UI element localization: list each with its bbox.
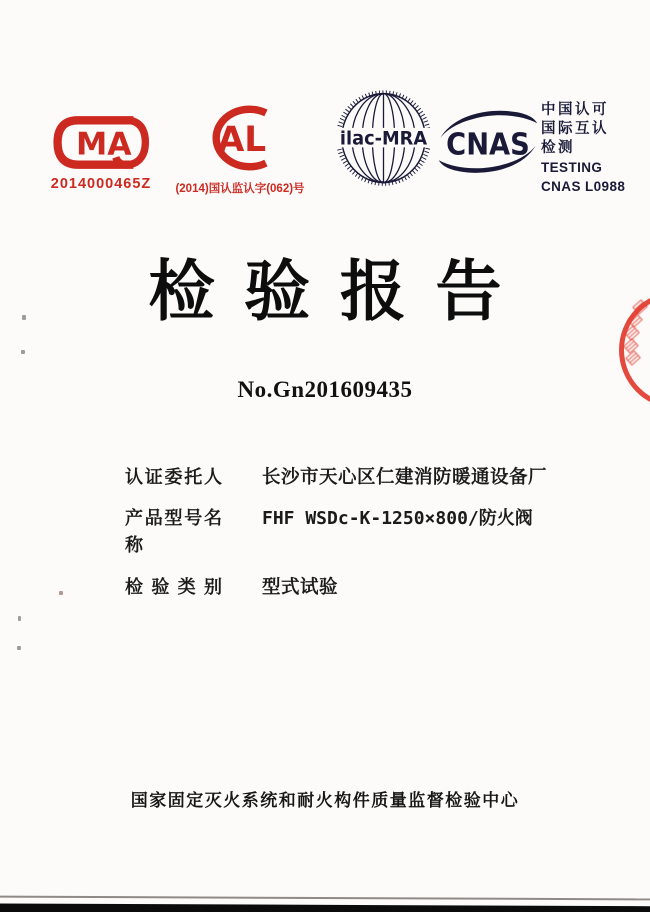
- cma-letters: MA: [76, 126, 132, 163]
- cal-letters: AL: [217, 119, 267, 160]
- scan-edge-band: [0, 902, 650, 912]
- cma-certificate-number: 2014000465Z: [50, 176, 152, 192]
- testing-center-name: 国家固定灭火系统和耐火构件质量监督检验中心: [130, 791, 520, 810]
- ilac-mra-logo-icon: [337, 88, 430, 190]
- scan-speck: [59, 591, 63, 595]
- test-type-label: 检验类别: [125, 577, 222, 597]
- field-row-test-type: [125, 573, 555, 601]
- cnas-accreditation-text: [541, 101, 646, 196]
- cma-logo-icon: [52, 112, 150, 173]
- applicant-value: 长沙市天心区仁建消防暖通设备厂: [262, 466, 548, 487]
- product-model-label: 产品型号名称: [125, 508, 222, 555]
- cnas-line-4: TESTING: [541, 160, 603, 175]
- report-fields: [125, 463, 555, 615]
- cnas-line-1: 中国认可: [541, 102, 609, 118]
- scan-speck: [21, 350, 25, 354]
- product-model-value: FHF WSDc-K-1250×800/防火阀: [262, 508, 533, 529]
- report-number: No.Gn201609435: [237, 377, 413, 402]
- cnas-line-3: 检测: [541, 140, 575, 156]
- field-row-applicant: [125, 463, 555, 491]
- cnas-line-2: 国际互认: [541, 121, 609, 137]
- ilac-mra-label: ilac-MRA: [339, 128, 428, 150]
- scan-edge-line: [0, 896, 650, 901]
- cnas-logo-icon: [438, 107, 538, 181]
- cal-certificate-number: (2014)国认监认字(062)号: [175, 183, 305, 195]
- test-type-value: 型式试验: [262, 576, 339, 597]
- report-title: 检验报告: [148, 253, 532, 330]
- field-row-product-model: [125, 505, 555, 559]
- scan-speck: [18, 616, 21, 621]
- cnas-line-5: CNAS L0988: [541, 179, 626, 194]
- cma-certification-block: [47, 112, 155, 192]
- cal-certification-block: [158, 100, 322, 196]
- applicant-label: 认证委托人: [125, 467, 222, 487]
- scan-speck: [17, 646, 21, 650]
- cnas-letters: CNAS: [446, 127, 530, 163]
- scan-speck: [22, 315, 26, 320]
- cal-logo-icon: [198, 100, 282, 176]
